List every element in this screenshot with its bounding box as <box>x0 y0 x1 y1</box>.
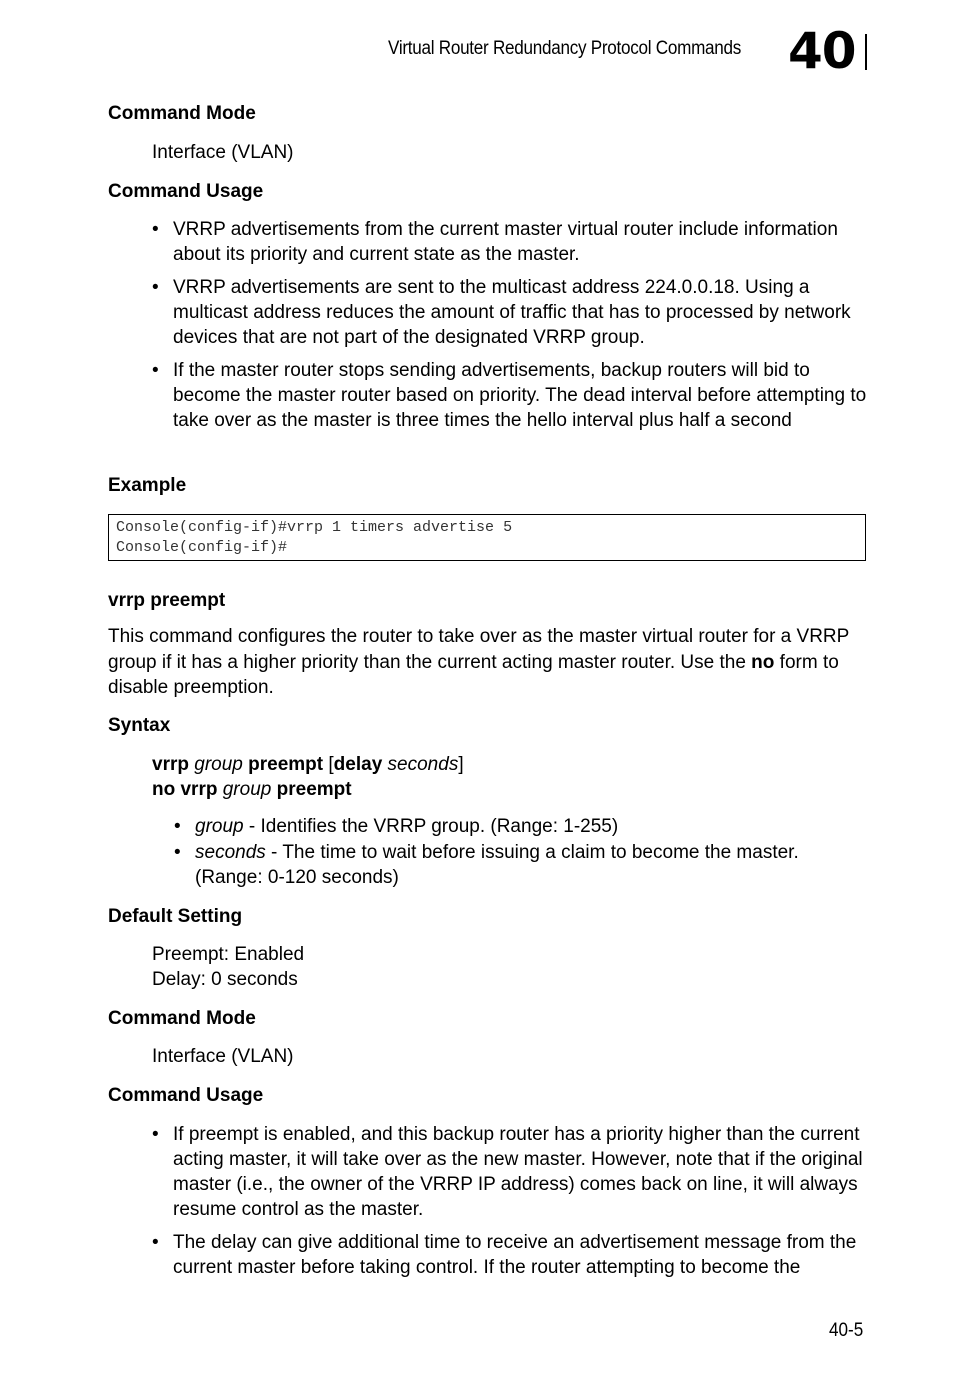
example-code-block <box>108 514 866 561</box>
command-usage-heading: Command Usage <box>108 181 264 202</box>
bullet-icon: • <box>152 277 159 298</box>
command-description: This command configures the router to take over as the master virtual router for a VRRP group if it has a higher priority than the current acting master router. Use the no form to disable preemption. <box>108 626 849 698</box>
bullet-icon: • <box>174 842 181 863</box>
usage-bullet: • VRRP advertisements are sent to the multicast address 224.0.0.18. Using a multicast address reduces the amount of traffic that has to processed by network devices that are not part of the designated VRRP group. <box>152 277 851 348</box>
bullet-icon: • <box>152 219 159 240</box>
command-mode-heading: Command Mode <box>108 1008 256 1029</box>
parameter-item: • seconds - The time to wait before issuing a claim to become the master. (Range: 0-120 seconds) <box>174 842 799 888</box>
default-value: Preempt: Enabled <box>152 944 305 965</box>
syntax-heading: Syntax <box>108 715 171 736</box>
parameter-item: • group - Identifies the VRRP group. (Range: 1-255) <box>174 816 619 837</box>
usage-bullet: • The delay can give additional time to receive an advertisement message from the current master before taking control. If the router attempting to become the <box>152 1232 857 1278</box>
command-mode-heading: Command Mode <box>108 103 256 124</box>
command-mode-value: Interface (VLAN) <box>152 1046 294 1067</box>
code-line: Console(config-if)#vrrp 1 timers advertise 5 <box>116 519 513 536</box>
default-setting-heading: Default Setting <box>108 906 243 927</box>
syntax-line: vrrp group preempt [delay seconds] <box>152 754 464 775</box>
bullet-icon: • <box>174 816 181 837</box>
command-title: vrrp preempt <box>108 590 226 611</box>
example-heading: Example <box>108 475 187 496</box>
default-value: Delay: 0 seconds <box>152 969 298 990</box>
command-usage-heading: Command Usage <box>108 1085 264 1106</box>
bullet-icon: • <box>152 360 159 381</box>
chapter-number: 40 <box>788 22 856 80</box>
header-rule <box>865 34 867 70</box>
command-mode-value: Interface (VLAN) <box>152 142 294 163</box>
usage-bullet: • If preempt is enabled, and this backup router has a priority higher than the current acting master, it will take over as the new master. However, note that if the original master (i.e., the owner of the VRRP IP address) comes back on line, it will always resume control as the master. <box>152 1124 863 1220</box>
page-number: 40-5 <box>829 1320 864 1341</box>
usage-bullet: • If the master router stops sending advertisements, backup routers will bid to become the master router based on priority. The dead interval before attempting to take over as the master is three times the hello interval plus half a second <box>152 360 867 431</box>
bullet-icon: • <box>152 1124 159 1145</box>
bullet-icon: • <box>152 1232 159 1253</box>
running-header-title: Virtual Router Redundancy Protocol Commands <box>388 38 742 59</box>
code-line: Console(config-if)# <box>116 539 288 556</box>
syntax-line-no-form: no vrrp group preempt <box>152 779 352 800</box>
usage-bullet: • VRRP advertisements from the current master virtual router include information about its priority and current state as the master. <box>152 219 838 265</box>
